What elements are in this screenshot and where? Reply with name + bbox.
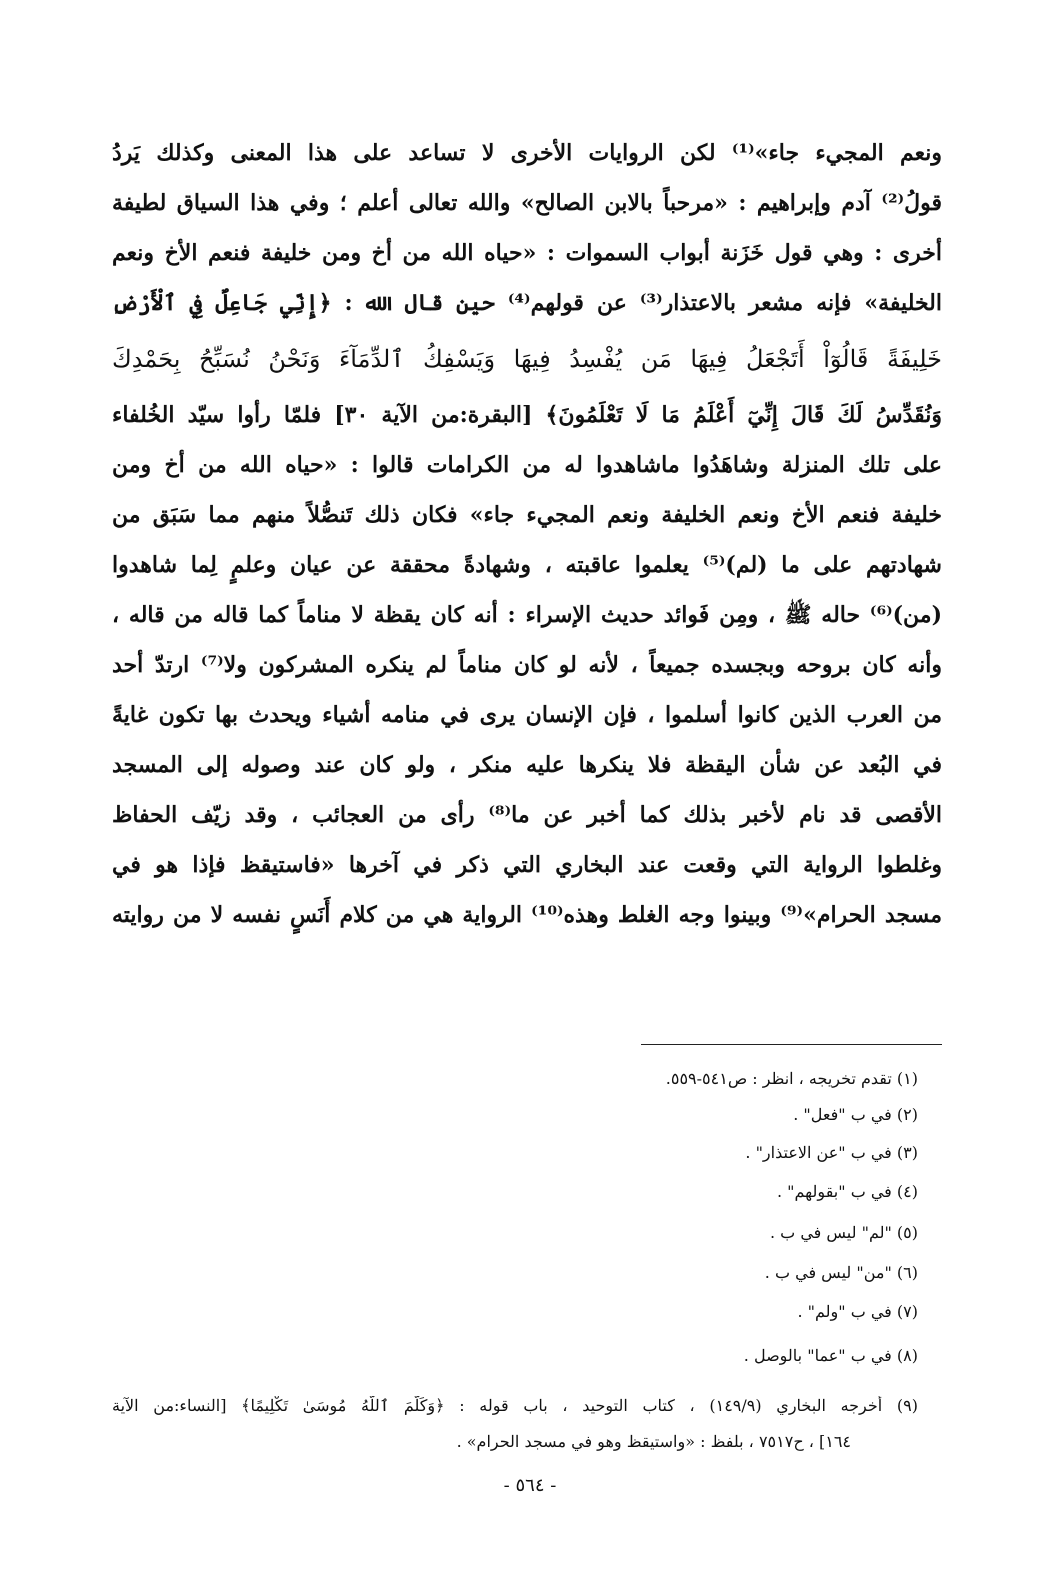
main-text xyxy=(112,128,942,940)
body-line-2: قولُ⁽²⁾ آدم وإبراهيم : «مرحباً بالابن الصالح» والله تعالى أعلم ؛ وفي هذا السياق لطيفة xyxy=(112,190,942,216)
body-line-9: شهادتهم على ما (لم)⁽⁵⁾ يعلموا عاقبته ، وشهادةً محققة عن عيان وعلمٍ لِما شاهدوا xyxy=(112,552,942,578)
body-line-7: على تلك المنزلة وشاهَدُوا ماشاهدوا له من الكرامات قالوا : «حياه الله من أخ ومن xyxy=(112,452,942,478)
body-line-1: ونعم المجيء جاء»⁽¹⁾ لكن الروايات الأخرى لا تساعد على هذا المعنى وكذلك يَردُ xyxy=(112,140,942,166)
quran-verse-line: خَلِيفَةً قَالُوٓاْ أَتَجْعَلُ فِيهَا مَن يُفْسِدُ فِيهَا وَيَسْفِكُ ٱلدِّمَآءَ وَنَحْنُ نُسَبِّحُ بِحَمْدِكَ xyxy=(112,345,942,373)
body-line-8: خليفة فنعم الأخ ونعم الخليفة ونعم المجيء جاء» فكان ذلك تَنصُّلاً منهم مما سَبَق من xyxy=(112,502,942,528)
footnote-separator xyxy=(641,1044,942,1045)
footnote-7: (٧) في ب "ولم" . xyxy=(797,1302,918,1321)
footnote-3: (٣) في ب "عن الاعتذار" . xyxy=(745,1143,918,1162)
footnote-2: (٢) في ب "فعل" . xyxy=(793,1105,918,1124)
footnote-5: (٥) "لم" ليس في ب . xyxy=(770,1223,918,1242)
body-line-6: وَنُقَدِّسُ لَكَ قَالَ إِنِّيٓ أَعْلَمُ مَا لَا تَعْلَمُونَ﴾ [البقرة:من الآية ٣٠] فلمّا رأوا سيّد الخُلفاء xyxy=(112,402,942,428)
body-line-3: أخرى : وهي قول خَزَنة أبواب السموات : «حياه الله من أخ ومن خليفة فنعم الأخ ونعم xyxy=(112,240,942,266)
body-line-10: (من)⁽⁶⁾ حاله ﷺ ، ومِن فَوائد حديث الإسراء : أنه كان يقظة لا مناماً كما قاله من قاله ، xyxy=(112,602,942,628)
body-line-14: الأقصى قد نام لأخبر بذلك كما أخبر عن ما⁽⁸⁾ رأى من العجائب ، وقد زيّف الحفاظ xyxy=(112,802,942,828)
body-line-11: وأنه كان بروحه وبجسده جميعاً ، لأنه لو كان مناماً لم ينكره المشركون ولا⁽⁷⁾ ارتدّ أحد xyxy=(112,652,942,678)
body-line-12: من العرب الذين كانوا أسلموا ، فإن الإنسان يرى في منامه أشياء ويحدث بها تكون غايةً xyxy=(112,702,942,728)
footnote-4: (٤) في ب "بقولهم" . xyxy=(777,1182,918,1201)
footnote-1: (١) تقدم تخريجه ، انظر : ص٥٤١-٥٥٩. xyxy=(665,1069,918,1088)
footnote-6: (٦) "من" ليس في ب . xyxy=(764,1263,918,1282)
body-line-4: الخليفة» فإنه مشعر بالاعتذار⁽³⁾ عن قولهم⁽⁴⁾ حين قال الله : ﴿إِنِّي جَاعِلٌ فِي ٱلْأَرْضِ xyxy=(112,290,942,316)
body-line-13: في البُعد عن شأن اليقظة فلا ينكرها عليه منكر ، ولو كان عند وصوله إلى المسجد xyxy=(112,752,942,778)
body-line-15: وغلطوا الرواية التي وقعت عند البخاري التي ذكر في آخرها «فاستيقظ فإذا هو في xyxy=(112,852,942,878)
footnote-8: (٨) في ب "عما" بالوصل . xyxy=(743,1346,918,1365)
body-line-16: مسجد الحرام»⁽⁹⁾ وبينوا وجه الغلط وهذه⁽¹⁰⁾ الرواية هي من كلام أَنَسٍ نفسه لا من روايته xyxy=(112,902,942,928)
footnote-9-line-1: (٩) أخرجه البخاري (١٤٩/٩) ، كتاب التوحيد ، باب قوله : ﴿وَكَلَّمَ ٱللَّهُ مُوسَىٰ تَكْلِيمًا﴾ [النساء:من الآية xyxy=(112,1396,918,1415)
page-number: - ٥٦٤ - xyxy=(503,1475,557,1496)
footnote-9-line-2: ١٦٤] ، ح٧٥١٧ ، بلفظ : «واستيقظ وهو في مسجد الحرام» . xyxy=(456,1432,851,1451)
